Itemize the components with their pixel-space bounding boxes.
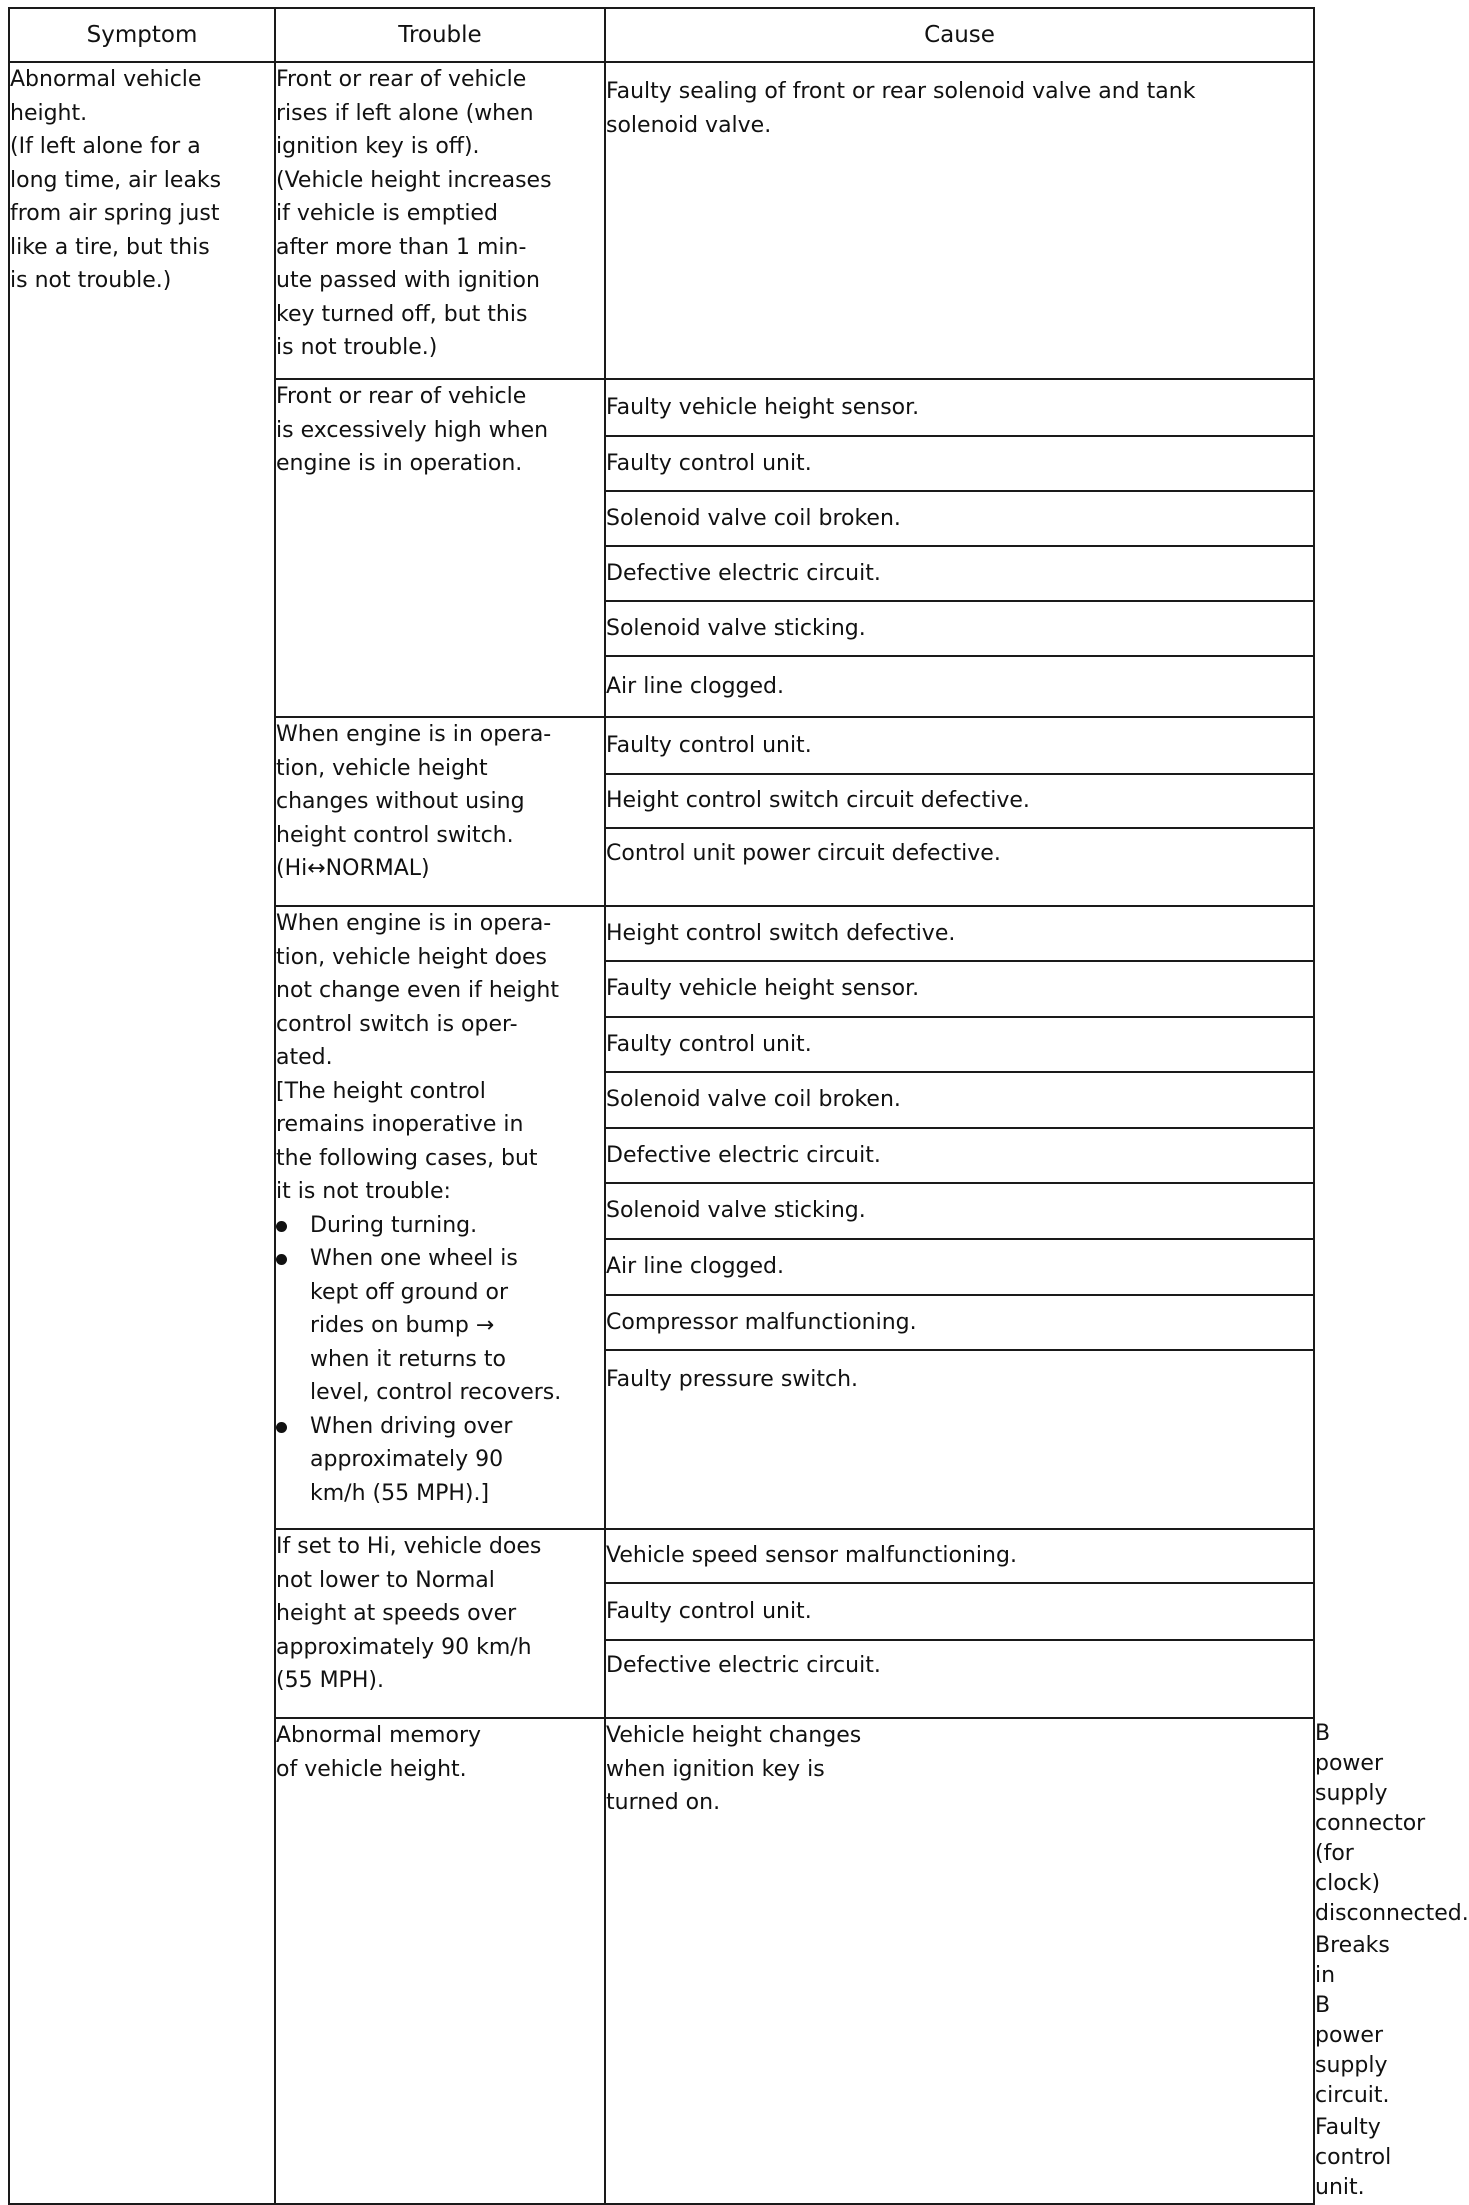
symptom-line: (If left alone for a <box>10 134 201 159</box>
trouble-line: If set to Hi, vehicle does <box>276 1534 542 1559</box>
cause-cell: Height control switch circuit defective. <box>605 774 1314 828</box>
trouble-line: tion, vehicle height does <box>276 944 548 970</box>
trouble-line: approximately 90 km/h <box>276 1634 532 1660</box>
trouble-line: rises if left alone (when <box>276 100 534 126</box>
cause-cell: Height control switch defective. <box>605 906 1314 961</box>
bullet-line: when it returns to <box>310 1346 506 1372</box>
header-trouble: Trouble <box>275 8 605 62</box>
trouble-cell <box>275 1529 605 1718</box>
header-cause: Cause <box>605 8 1314 62</box>
trouble-line: height at speeds over <box>276 1601 517 1626</box>
cause-cell: Faulty vehicle height sensor. <box>605 379 1314 436</box>
cause-cell <box>605 62 1314 379</box>
trouble-line: when ignition key is <box>606 1756 825 1782</box>
cause-line: solenoid valve. <box>606 113 772 138</box>
symptom-cell-height <box>9 62 275 2204</box>
symptom-line: Abnormal memory <box>276 1723 482 1748</box>
bullet-item <box>276 1242 604 1410</box>
trouble-cell <box>275 62 605 379</box>
trouble-line: control switch is oper- <box>276 1011 518 1037</box>
trouble-line: Front or rear of vehicle <box>276 67 527 92</box>
trouble-line: (Hi↔NORMAL) <box>276 856 430 881</box>
bullet-line: level, control recovers. <box>310 1380 562 1405</box>
cause-cell: Faulty control unit. <box>605 1017 1314 1072</box>
trouble-cell <box>605 1718 1314 2204</box>
trouble-line: turned on. <box>606 1790 721 1815</box>
trouble-line: tion, vehicle height <box>276 755 488 781</box>
cause-cell: Control unit power circuit defective. <box>605 828 1314 906</box>
trouble-line: not lower to Normal <box>276 1567 495 1593</box>
bullet-line: approximately 90 <box>310 1447 504 1472</box>
cause-cell: Faulty control unit. <box>605 717 1314 774</box>
cause-line: Faulty sealing of front or rear solenoid valve and tank <box>606 79 1196 104</box>
cause-cell: Defective electric circuit. <box>605 1128 1314 1183</box>
bullet-item <box>276 1410 604 1511</box>
trouble-line: after more than 1 min- <box>276 234 527 260</box>
cause-cell: Vehicle speed sensor malfunctioning. <box>605 1529 1314 1583</box>
cause-cell: Solenoid valve sticking. <box>605 1183 1314 1239</box>
trouble-line: ated. <box>276 1045 333 1070</box>
symptom-line: is not trouble.) <box>10 268 172 293</box>
bullet-line: km/h (55 MPH).] <box>310 1480 490 1506</box>
symptom-line: Abnormal vehicle <box>10 67 202 92</box>
trouble-line: Front or rear of vehicle <box>276 384 527 409</box>
trouble-cell <box>275 906 605 1529</box>
trouble-line: it is not trouble: <box>276 1179 451 1204</box>
table-row <box>9 62 1314 379</box>
cause-cell: Solenoid valve sticking. <box>605 601 1314 656</box>
trouble-line: if vehicle is emptied <box>276 201 498 226</box>
trouble-line: remains inoperative in <box>276 1112 524 1137</box>
trouble-line: (Vehicle height increases <box>276 167 552 193</box>
trouble-line: changes without using <box>276 789 525 814</box>
cause-cell: Solenoid valve coil broken. <box>605 491 1314 546</box>
trouble-line: key turned off, but this <box>276 301 528 327</box>
trouble-cell <box>275 379 605 717</box>
bullet-line: kept off ground or <box>310 1279 509 1305</box>
trouble-line: ignition key is off). <box>276 134 480 159</box>
cause-cell: Faulty control unit. <box>605 1583 1314 1640</box>
trouble-line: is not trouble.) <box>276 335 438 360</box>
trouble-cell <box>275 717 605 906</box>
cause-cell: Faulty pressure switch. <box>605 1350 1314 1529</box>
cause-cell: Defective electric circuit. <box>605 546 1314 601</box>
trouble-line: the following cases, but <box>276 1145 538 1171</box>
table-row: Breaks in B power supply circuit. <box>1315 1933 1390 2108</box>
header-row <box>9 8 1314 62</box>
trouble-line: When engine is in opera- <box>276 722 552 747</box>
trouble-line: ute passed with ignition <box>276 268 540 293</box>
cause-cell: Air line clogged. <box>605 656 1314 717</box>
trouble-line: not change even if height <box>276 978 559 1003</box>
bullet-line: When driving over <box>310 1413 513 1439</box>
symptom-cell-memory <box>275 1718 605 2204</box>
cause-cell: Faulty vehicle height sensor. <box>605 961 1314 1017</box>
cause-cell: Compressor malfunctioning. <box>605 1295 1314 1350</box>
symptom-line: height. <box>10 100 88 126</box>
symptom-line: long time, air leaks <box>10 167 222 193</box>
trouble-line: [The height control <box>276 1078 486 1104</box>
cause-cell: Air line clogged. <box>605 1239 1314 1295</box>
bullet-line: When one wheel is <box>310 1246 518 1271</box>
symptom-line: like a tire, but this <box>10 234 210 260</box>
trouble-line: (55 MPH). <box>276 1668 384 1693</box>
symptom-line: of vehicle height. <box>276 1756 467 1782</box>
trouble-line: engine is in operation. <box>276 451 523 476</box>
troubleshooting-table <box>8 7 1469 2205</box>
cause-cell: Defective electric circuit. <box>605 1640 1314 1718</box>
bullet-line: During turning. <box>310 1212 478 1238</box>
trouble-line: height control switch. <box>276 822 514 848</box>
table-row: Abnormal memory of vehicle height. Vehicle height changes when ignition key is turned on. B power supply connector (for clock) disconnected. <box>9 1718 1314 1930</box>
table-row: Faulty control unit. <box>1315 2115 1392 2200</box>
bullet-item <box>276 1209 604 1243</box>
symptom-line: from air spring just <box>10 201 220 226</box>
cause-cell: Solenoid valve coil broken. <box>605 1072 1314 1128</box>
header-symptom: Symptom <box>9 8 275 62</box>
trouble-line: is excessively high when <box>276 417 549 443</box>
cause-cell: Faulty control unit. <box>605 436 1314 491</box>
trouble-line: When engine is in opera- <box>276 911 552 936</box>
troubleshooting-table-wrapper <box>8 7 1469 2200</box>
trouble-line: Vehicle height changes <box>606 1723 862 1748</box>
bullet-line: rides on bump → <box>310 1313 495 1338</box>
